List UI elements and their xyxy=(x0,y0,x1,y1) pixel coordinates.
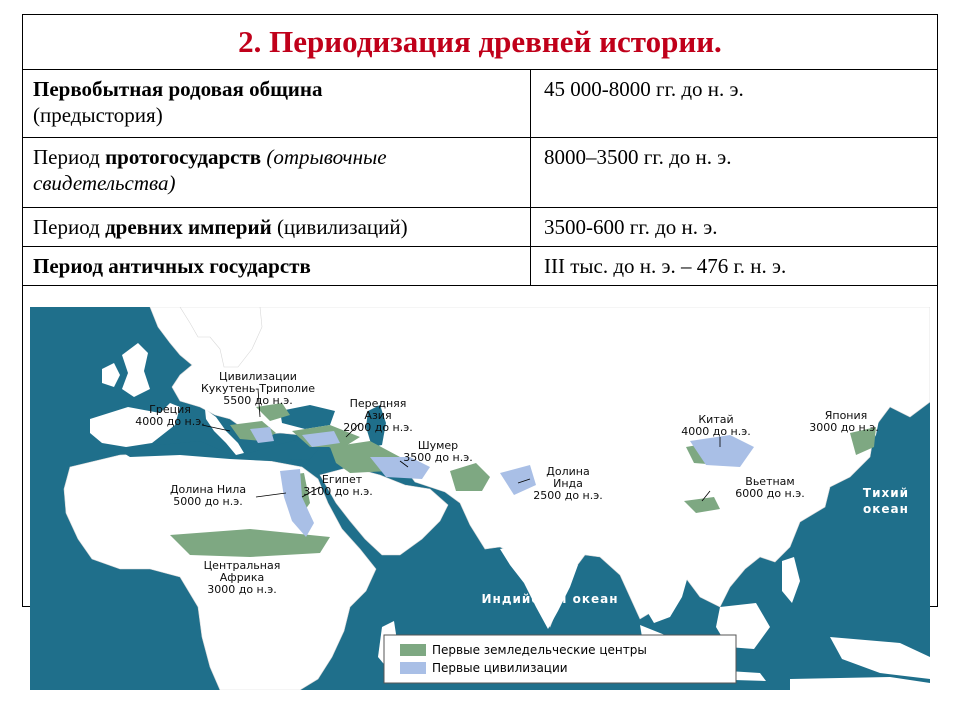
period-name: Первобытная родовая община xyxy=(33,77,323,101)
period-name: протогосударств xyxy=(105,145,262,169)
label-central-africa: Африка xyxy=(219,571,265,584)
label-pacific: Тихий xyxy=(862,486,910,500)
label-central-africa-date: 3000 до н.э. xyxy=(207,583,277,596)
legend-agri-label: Первые земледельческие центры xyxy=(432,643,647,657)
label-japan: Япония xyxy=(824,409,868,422)
label-kukuten: Цивилизации xyxy=(219,370,297,383)
map-svg xyxy=(30,307,930,690)
label-indus: Долина xyxy=(546,465,590,478)
label-vietnam-date: 6000 до н.э. xyxy=(735,487,805,500)
date-cell: III тыс. до н. э. – 476 г. н. э. xyxy=(544,254,787,278)
label-vietnam: Вьетнам xyxy=(745,475,795,488)
label-china: Китай xyxy=(698,413,734,426)
date-cell: 8000–3500 гг. до н. э. xyxy=(544,145,732,169)
label-kukuten: Кукутень-Триполие xyxy=(200,382,316,395)
period-cell xyxy=(23,208,531,246)
map-legend xyxy=(384,635,736,683)
period-cell xyxy=(23,138,531,207)
table-row xyxy=(23,247,937,286)
label-near-east: Азия xyxy=(364,409,392,422)
label-pacific: океан xyxy=(863,502,909,516)
table-row xyxy=(23,138,937,208)
label-nile: Долина Нила xyxy=(169,483,247,496)
date-cell: 45 000-8000 гг. до н. э. xyxy=(544,77,744,101)
table-row xyxy=(23,208,937,247)
period-note: (цивилизаций) xyxy=(271,215,408,239)
label-greece-date: 4000 до н.э. xyxy=(135,415,205,428)
period-note: (предыстория) xyxy=(33,103,163,127)
label-greece: Греция xyxy=(149,403,191,416)
label-indus-date: 2500 до н.э. xyxy=(533,489,603,502)
period-cell xyxy=(23,247,531,285)
period-prefix: Период xyxy=(33,145,106,169)
period-prefix: Период xyxy=(33,215,106,239)
label-china-date: 4000 до н.э. xyxy=(681,425,751,438)
label-near-east-date: 2000 до н.э. xyxy=(343,421,413,434)
label-central-africa: Центральная xyxy=(203,559,281,572)
label-sumer: Шумер xyxy=(417,439,459,452)
label-egypt: Египет xyxy=(321,473,363,486)
period-name: древних империй xyxy=(105,215,272,239)
label-egypt-date: 3100 до н.э. xyxy=(303,485,373,498)
label-nile-date: 5000 до н.э. xyxy=(173,495,243,508)
label-sumer-date: 3500 до н.э. xyxy=(403,451,473,464)
label-indus: Инда xyxy=(553,477,583,490)
title-row xyxy=(23,15,937,70)
ancient-civilizations-map xyxy=(30,307,930,690)
legend-civ-label: Первые цивилизации xyxy=(432,661,568,675)
period-cell xyxy=(23,70,531,137)
legend-civ-swatch xyxy=(400,662,426,674)
label-near-east: Передняя xyxy=(349,397,407,410)
slide-title: 2. Периодизация древней истории. xyxy=(238,24,722,59)
label-kukuten-date: 5500 до н.э. xyxy=(223,394,293,407)
period-note: (отрывочные свидетельства) xyxy=(33,145,387,195)
table-row xyxy=(23,70,937,138)
label-indian-ocean: Индийский океан xyxy=(481,592,619,606)
legend-agri-swatch xyxy=(400,644,426,656)
date-cell: 3500-600 гг. до н. э. xyxy=(544,215,718,239)
label-japan-date: 3000 до н.э. xyxy=(809,421,879,434)
period-name: Период античных государств xyxy=(33,254,311,278)
